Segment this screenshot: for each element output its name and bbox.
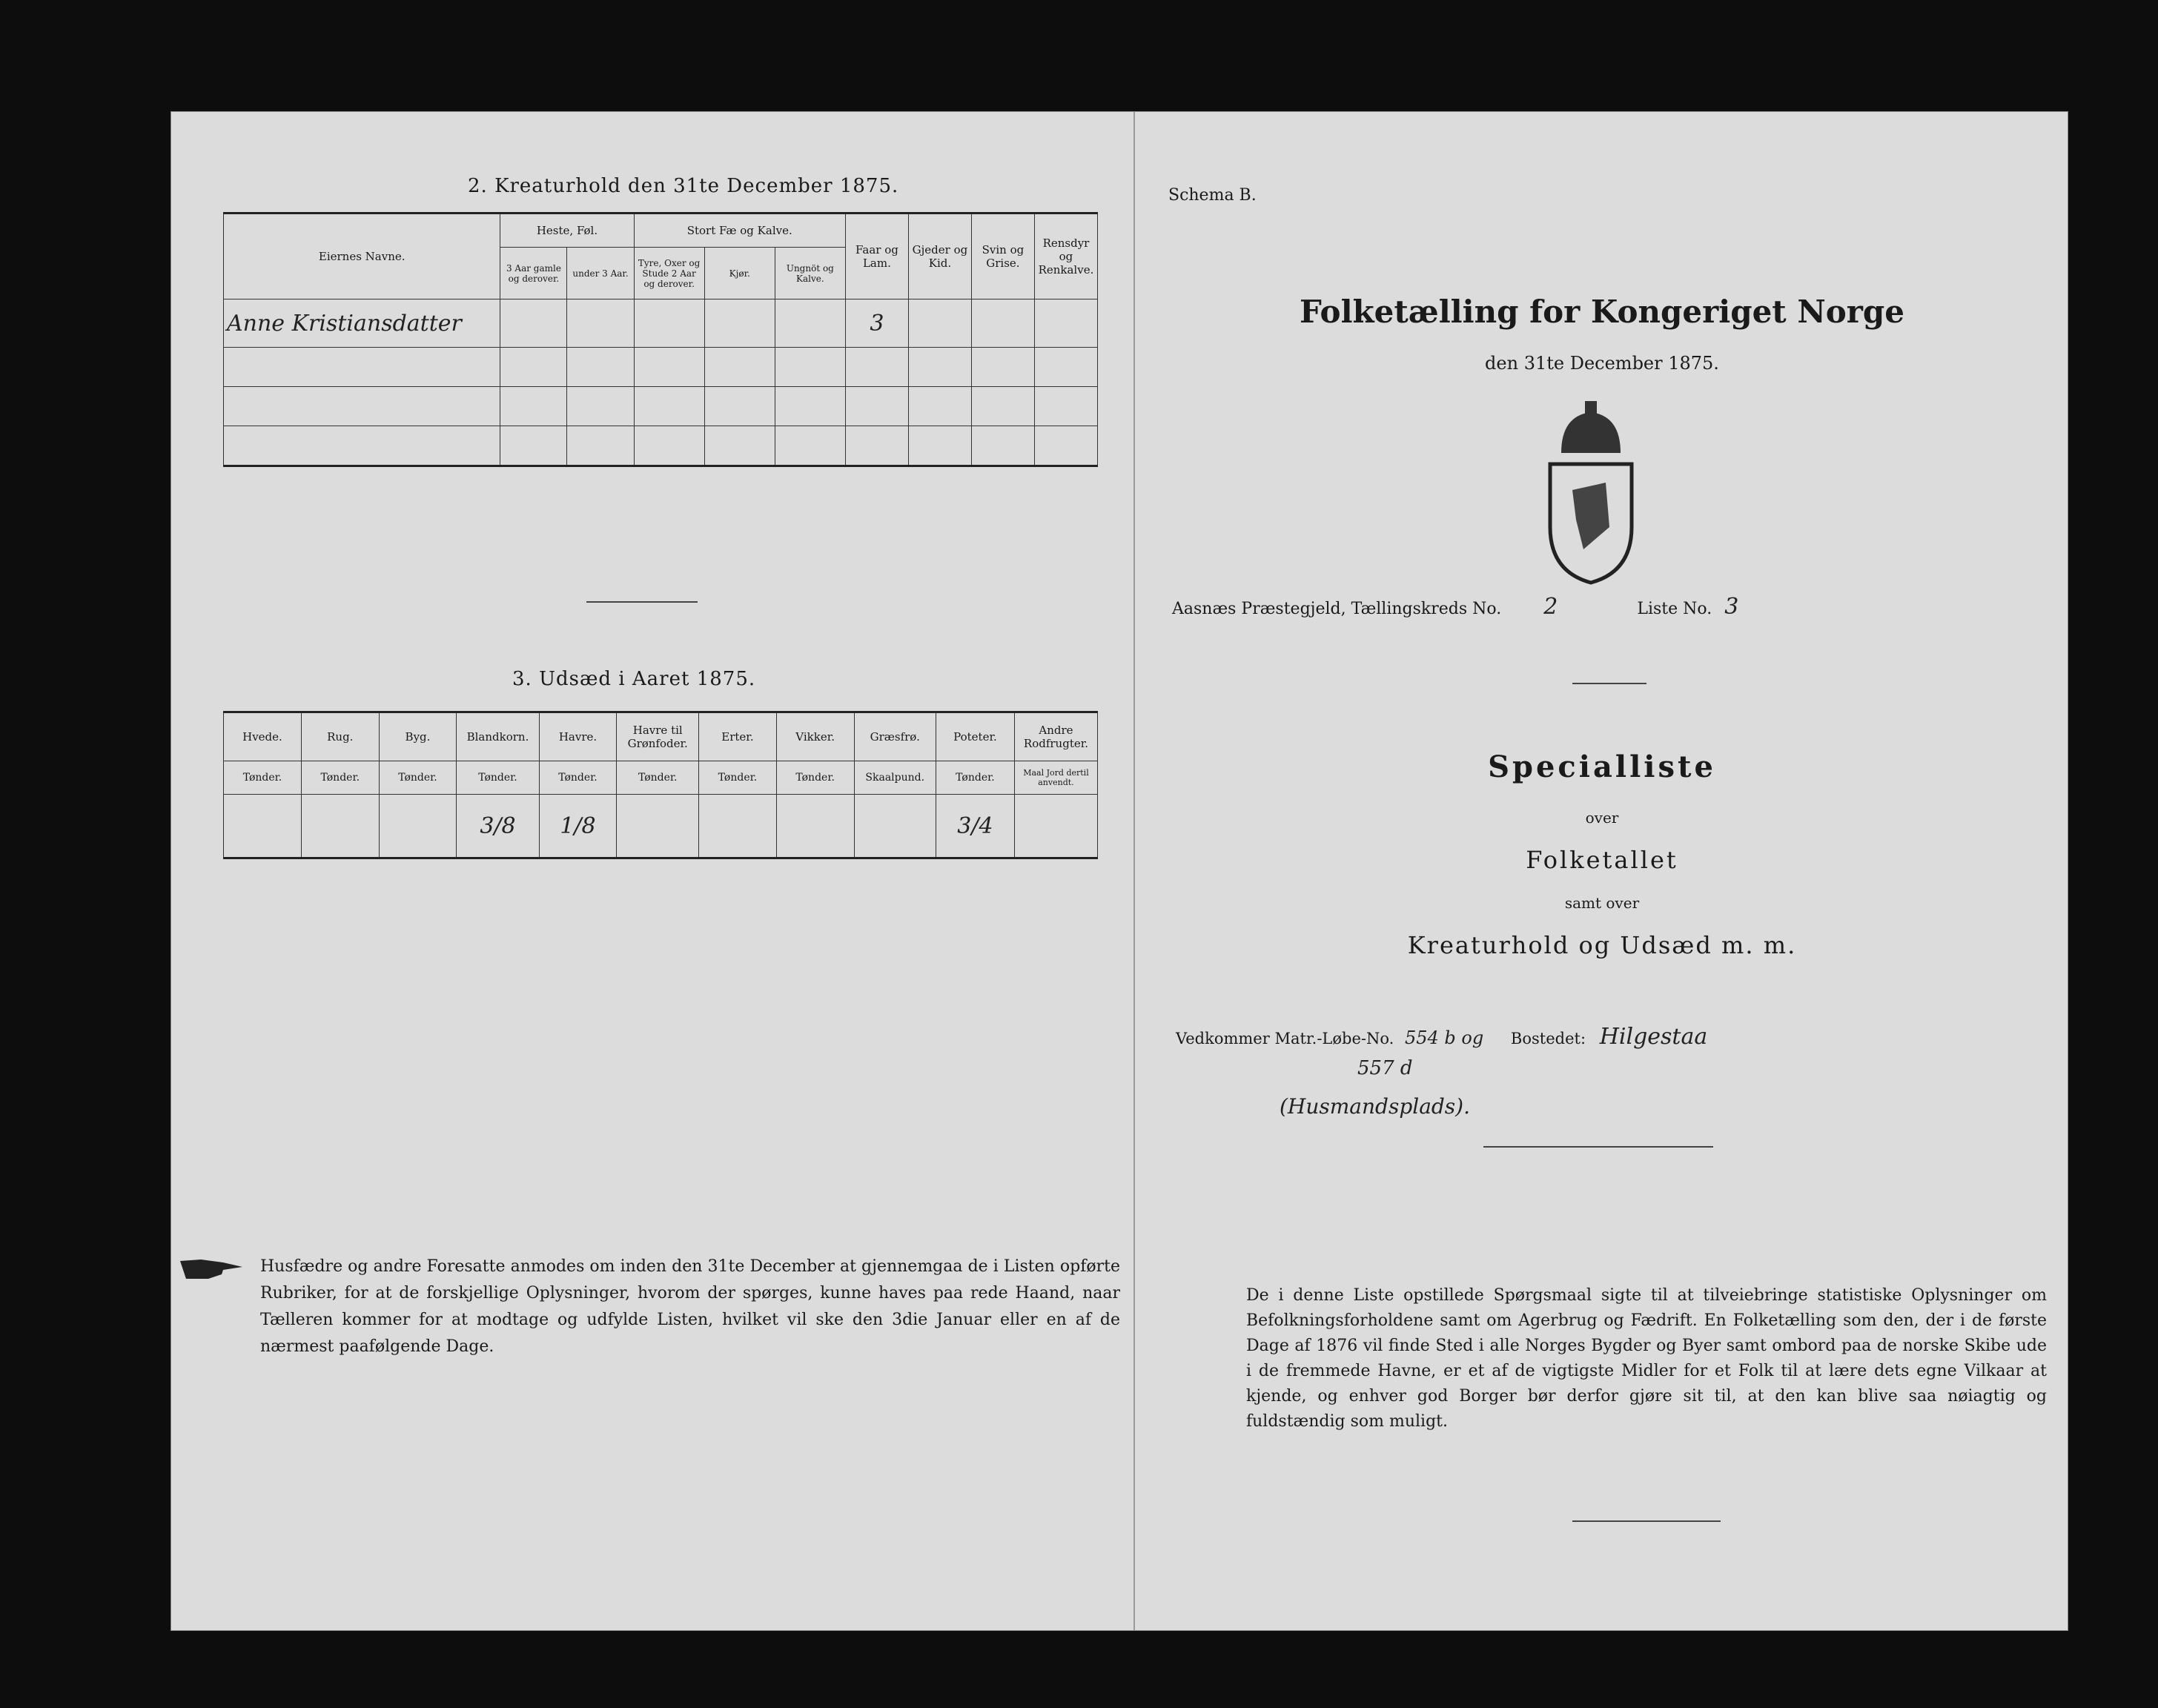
table-cell — [845, 387, 908, 426]
sowing-headers-cell: Havre. — [539, 712, 617, 761]
sowing-units-cell: Maal Jord dertil anvendt. — [1014, 761, 1097, 795]
sowing-table — [223, 711, 1098, 859]
stort-b-header: Kjør. — [704, 248, 775, 299]
table-cell — [1034, 348, 1097, 387]
table-cell — [1034, 426, 1097, 466]
faar-header: Faar og Lam. — [845, 214, 908, 299]
table-cell — [500, 348, 567, 387]
table-cell — [634, 348, 704, 387]
sowing-values-cell — [699, 795, 777, 858]
kreds-no: 2 — [1543, 594, 1558, 620]
page-title: Folketælling for Kongeriget Norge — [1300, 294, 1904, 330]
table-cell — [908, 299, 971, 348]
sowing-units-cell: Tønder. — [224, 761, 302, 795]
table-cell — [1034, 299, 1097, 348]
husmand-note: (Husmandsplads). — [1280, 1094, 1471, 1119]
section-3-title: 3. Udsæd i Aaret 1875. — [512, 668, 756, 690]
table-cell — [500, 387, 567, 426]
matr-label: Vedkommer Matr.-Løbe-No. — [1176, 1030, 1394, 1047]
sowing-headers-cell: Vikker. — [776, 712, 854, 761]
left-page — [171, 112, 1135, 1630]
liste-label: Liste No. — [1637, 600, 1712, 618]
sowing-headers-cell: Blandkorn. — [457, 712, 539, 761]
sowing-values-cell: 1/8 — [539, 795, 617, 858]
location-line — [1172, 594, 1738, 620]
sowing-headers-cell: Havre til Grønfoder. — [617, 712, 699, 761]
sowing-units-cell: Skaalpund. — [854, 761, 936, 795]
table-cell — [971, 387, 1034, 426]
svin-header: Svin og Grise. — [971, 214, 1034, 299]
sowing-headers-cell: Byg. — [379, 712, 457, 761]
sowing-values-cell: 3/8 — [457, 795, 539, 858]
notice-text: Husfædre og andre Foresatte anmodes om inden den 31te December at gjennemgaa de i Listen opførte Rubriker, for at de forskjellige Oplysninger, hvorom der spørges, kunne haves paa rede Haand, naar Tælleren kommer for at modtage og udfylde Listen, hvilket vil ske den 3die Januar eller en af de nærmest paafølgende Dage. — [260, 1257, 1120, 1356]
page-subtitle: den 31te December 1875. — [1485, 353, 1719, 374]
sowing-values-cell — [1014, 795, 1097, 858]
table-cell — [567, 299, 634, 348]
owner-header: Eiernes Navne. — [224, 214, 500, 299]
sowing-values-cell — [379, 795, 457, 858]
sowing-headers-cell: Andre Rodfrugter. — [1014, 712, 1097, 761]
sowing-units-cell: Tønder. — [617, 761, 699, 795]
table-cell — [567, 426, 634, 466]
stort-a-header: Tyre, Oxer og Stude 2 Aar og derover. — [634, 248, 704, 299]
rensdyr-header: Rensdyr og Renkalve. — [1034, 214, 1097, 299]
table-cell — [775, 387, 845, 426]
kreaturhold-heading: Kreaturhold og Udsæd m. m. — [1407, 931, 1797, 959]
stort-header: Stort Fæ og Kalve. — [634, 214, 845, 248]
sowing-values-cell — [224, 795, 302, 858]
sowing-values-cell — [617, 795, 699, 858]
sowing-values-cell: 3/4 — [936, 795, 1014, 858]
table-cell — [971, 426, 1034, 466]
table-cell — [845, 426, 908, 466]
bosted-label: Bostedet: — [1510, 1030, 1586, 1047]
table-cell — [500, 299, 567, 348]
stort-c-header: Ungnöt og Kalve. — [775, 248, 845, 299]
specialliste-heading: Specialliste — [1488, 749, 1716, 784]
sowing-units-cell: Tønder. — [699, 761, 777, 795]
table-cell — [224, 348, 500, 387]
table-cell — [775, 348, 845, 387]
sowing-headers-cell: Poteter. — [936, 712, 1014, 761]
sowing-headers-cell: Rug. — [301, 712, 379, 761]
table-cell — [704, 387, 775, 426]
gjeder-header: Gjeder og Kid. — [908, 214, 971, 299]
coat-of-arms-icon — [1539, 401, 1643, 586]
table-cell — [908, 426, 971, 466]
sowing-values-cell — [301, 795, 379, 858]
sowing-units-cell: Tønder. — [539, 761, 617, 795]
heste-b-header: under 3 Aar. — [567, 248, 634, 299]
table-cell — [971, 348, 1034, 387]
table-cell — [567, 387, 634, 426]
table-cell — [634, 299, 704, 348]
divider — [586, 601, 698, 603]
divider — [1572, 1520, 1721, 1522]
sowing-values-cell — [854, 795, 936, 858]
folketallet-heading: Folketallet — [1526, 846, 1678, 874]
table-cell — [704, 426, 775, 466]
table-cell — [1034, 387, 1097, 426]
section-2-title: 2. Kreaturhold den 31te December 1875. — [468, 175, 899, 197]
sowing-units-cell: Tønder. — [776, 761, 854, 795]
sowing-units-cell: Tønder. — [936, 761, 1014, 795]
livestock-table — [223, 212, 1098, 467]
matr-line — [1176, 1024, 1707, 1050]
sowing-units-cell: Tønder. — [379, 761, 457, 795]
table-cell — [775, 299, 845, 348]
footer-text: De i denne Liste opstillede Spørgsmaal sigte til at tilveiebringe statistiske Oplysninger om Befolkningsforholdene samt om Agerbrug og Fædrift. En Folketælling som den, der i de første Dage af 1876 vil finde Sted i alle Norges Bygder og Byer samt ombord paa de norske Skibe ude i de fremmede Havne, er et af de vigtigste Midler for et Folk til at lære dets egne Vilkaar at kjende, og enhver god Borger bør derfor gjøre sit til, at den kan blive saa nøiagtig og fuldstændig som muligt. — [1246, 1286, 2047, 1431]
samt-over-label: samt over — [1564, 894, 1640, 912]
table-cell — [224, 426, 500, 466]
bosted-value: Hilgestaa — [1599, 1024, 1708, 1050]
table-cell — [567, 348, 634, 387]
table-cell — [704, 348, 775, 387]
table-cell — [845, 348, 908, 387]
sowing-units-cell: Tønder. — [457, 761, 539, 795]
census-sheet — [171, 111, 2068, 1631]
table-cell — [775, 426, 845, 466]
table-cell — [971, 299, 1034, 348]
table-cell — [500, 426, 567, 466]
owner-cell: Anne Kristiansdatter — [224, 299, 500, 348]
sowing-headers-cell: Græsfrø. — [854, 712, 936, 761]
table-cell — [908, 387, 971, 426]
faar-cell: 3 — [845, 299, 908, 348]
sowing-headers-cell: Erter. — [699, 712, 777, 761]
table-cell — [704, 299, 775, 348]
sowing-units-cell: Tønder. — [301, 761, 379, 795]
heste-a-header: 3 Aar gamle og derover. — [500, 248, 567, 299]
table-cell — [634, 387, 704, 426]
divider — [1572, 683, 1646, 684]
over-label: over — [1585, 809, 1619, 827]
right-page — [1135, 112, 2069, 1630]
table-cell — [908, 348, 971, 387]
pointing-hand-icon — [179, 1254, 245, 1283]
location-prefix: Aasnæs Præstegjeld, Tællingskreds No. — [1172, 600, 1502, 618]
heste-header: Heste, Føl. — [500, 214, 634, 248]
sowing-headers-cell: Hvede. — [224, 712, 302, 761]
sowing-values-cell — [776, 795, 854, 858]
matr-value-2: 557 d — [1357, 1057, 1413, 1079]
table-cell — [634, 426, 704, 466]
table-cell — [224, 387, 500, 426]
divider — [1483, 1146, 1713, 1148]
schema-label: Schema B. — [1168, 186, 1257, 205]
matr-value: 554 b og — [1404, 1027, 1484, 1048]
liste-no: 3 — [1724, 594, 1739, 620]
